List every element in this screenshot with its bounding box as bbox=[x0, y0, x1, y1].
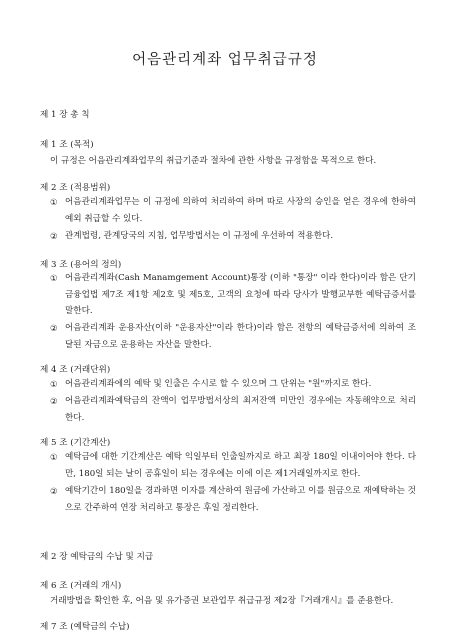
article-4-item-2-text: 어음관리계좌예탁금의 잔액이 업무방법서상의 최저잔액 미만인 경우에는 자동해약으로 처리한다. bbox=[65, 396, 416, 423]
article-3-heading: 제 3 조 (용어의 정의) bbox=[40, 260, 122, 270]
article-7-heading: 제 7 조 (예탁금의 수납) bbox=[40, 622, 130, 632]
article-1-heading: 제 1 조 (목적) bbox=[40, 140, 94, 150]
article-5-item-2-number: ② bbox=[50, 486, 58, 496]
article-3-item-1 bbox=[50, 270, 416, 320]
article-4-item-1 bbox=[50, 376, 416, 393]
document-title: 어음관리계좌 업무취급규정 bbox=[132, 52, 318, 68]
article-5-item-2 bbox=[50, 483, 416, 516]
article-2-item-1-text: 어음관리계좌업무는 이 규정에 의하여 처리하여 하며 따로 사장의 승인을 얻은 경우에 한하여 예외 취급할 수 있다. bbox=[65, 197, 416, 224]
article-5-item-2-text: 예탁기간이 180일을 경과하면 이자를 계산하여 원금에 가산하고 이를 원금으로 재예탁하는 것으로 간주하여 연장 처리하고 통장은 후일 정리한다. bbox=[65, 486, 416, 513]
article-2-heading: 제 2 조 (적용범위) bbox=[40, 183, 111, 193]
article-2-item-2-text: 관계법령, 관계당국의 지침, 업무방법서는 이 규정에 우선하여 적용한다. bbox=[65, 231, 334, 241]
article-2-item-1-number: ① bbox=[50, 197, 58, 207]
article-4-item-1-number: ① bbox=[50, 379, 58, 389]
article-3-item-2-number: ② bbox=[50, 323, 58, 333]
article-3-item-1-number: ① bbox=[50, 273, 58, 283]
article-4-item-2-number: ② bbox=[50, 396, 58, 406]
article-4-item-2 bbox=[50, 393, 416, 426]
article-2-item-1 bbox=[50, 194, 416, 227]
article-4-item-1-text: 어음관리계좌에의 예탁 및 인출은 수시로 할 수 있으며 그 단위는 "원"까지로 한다. bbox=[65, 379, 372, 389]
chapter-1-heading: 제 1 장 총 칙 bbox=[40, 110, 90, 120]
chapter-2-heading: 제 2 장 예탁금의 수납 및 지급 bbox=[40, 552, 154, 562]
article-2-item-2 bbox=[50, 228, 416, 245]
article-4-heading: 제 4 조 (거래단위) bbox=[40, 365, 111, 375]
article-6-body: 거래방법을 확인한 후, 어음 및 유가증권 보관업무 취급규정 제2장『거래개시』를 준용한다. bbox=[50, 596, 394, 606]
article-5-item-1-text: 예탁금에 대한 기간계산은 예탁 익일부터 인출일까지로 하고 최장 180일 이내이어야 한다. 다만, 180일 되는 날이 공휴일이 되는 경우에는 이에 이은 제1거래일까지로 한다. bbox=[65, 452, 416, 479]
article-3-item-2-text: 어음관리계좌 운용자산(이하 "운용자산"이라 한다)이라 함은 전항의 예탁금증서에 의하여 조달된 자금으로 운용하는 자산을 말한다. bbox=[65, 323, 416, 350]
article-2-item-2-number: ② bbox=[50, 231, 58, 241]
article-5-heading: 제 5 조 (기간계산) bbox=[40, 438, 111, 448]
article-5-item-1 bbox=[50, 449, 416, 482]
article-3-item-2 bbox=[50, 320, 416, 353]
article-1-body: 이 규정은 어음관리계좌업무의 취급기준과 절차에 관한 사항을 규정함을 목적으로 한다. bbox=[50, 156, 377, 166]
article-5-item-1-number: ① bbox=[50, 452, 58, 462]
article-3-item-1-text: 어음관리계좌(Cash Manamgement Account)통장 (이하 "통장" 이라 한다)이라 함은 단기금융업법 제7조 제1항 제2호 및 제5호, 고객의 요청에 따라 당사가 발행교부한 예탁금증서를 말한다. bbox=[65, 273, 416, 316]
article-6-heading: 제 6 조 (거래의 개시) bbox=[40, 581, 122, 591]
